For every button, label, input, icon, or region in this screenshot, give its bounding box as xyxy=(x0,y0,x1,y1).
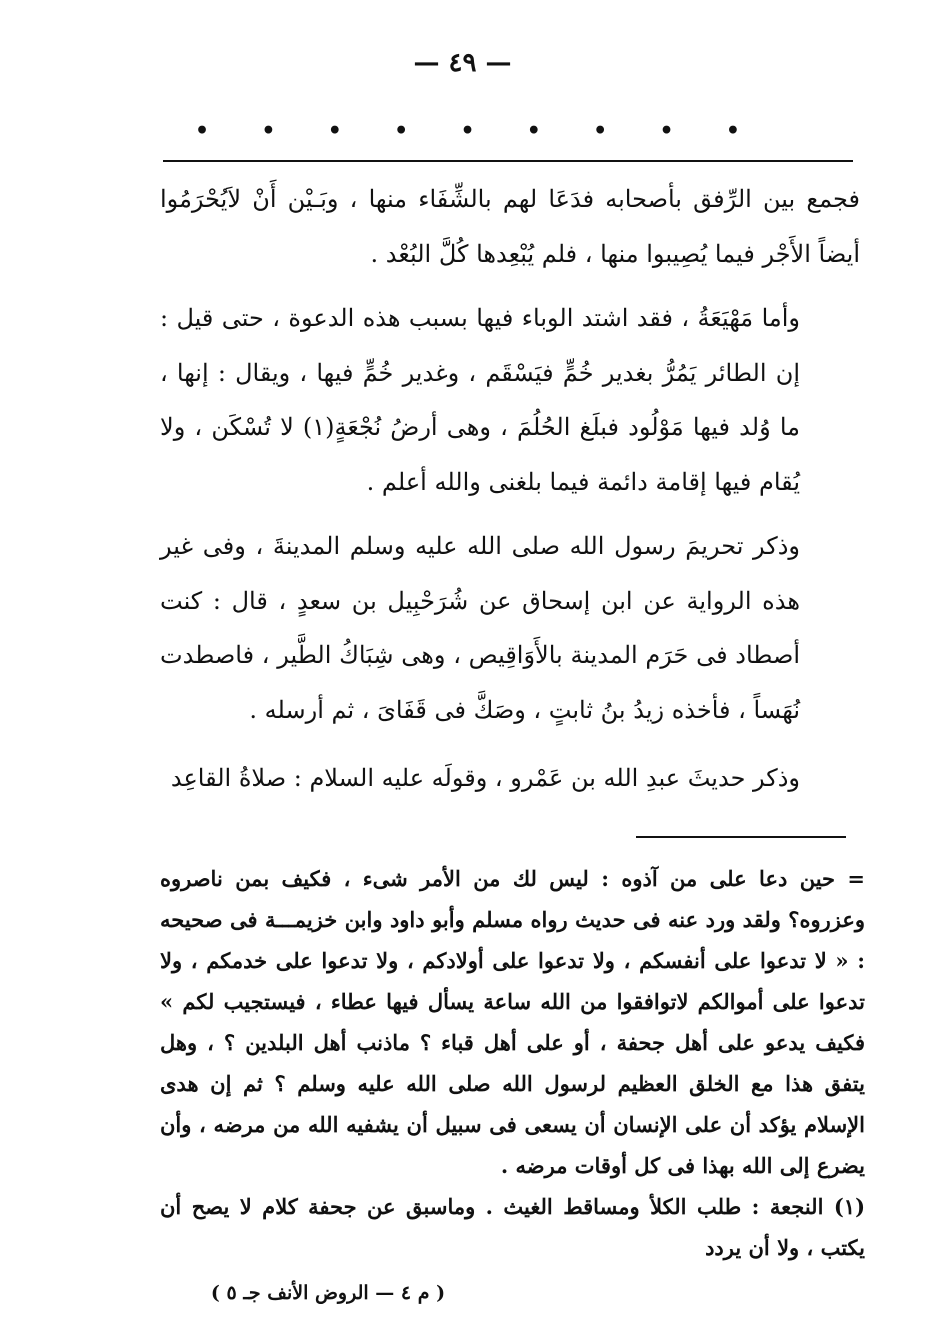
separator-dot: • xyxy=(394,118,409,144)
separator-dots xyxy=(195,118,740,144)
header-rule xyxy=(163,160,853,162)
separator-dot: • xyxy=(593,118,608,144)
paragraph: وذكر تحريمَ رسول الله صلى الله عليه وسلم المدينةَ ، وفى غير هذه الرواية عن ابن إسحاق عن شُرَحْبِيل بن سعدٍ ، قال : كنت أصطاد فى حَرَم المدينة بالأَوَاقِيص ، وهى شِبَاكُ الطَّير ، فاصطدت نُهَساً ، فأخذه زيدُ بنُ ثابتٍ ، وصَكَّ فى قَفَاىَ ، ثم أرسله . xyxy=(160,532,800,724)
separator-dot: • xyxy=(195,118,210,144)
footnotes xyxy=(160,858,865,1268)
footnote-rule xyxy=(636,836,846,838)
footnote-continuation: = حين دعا على من آذوه : ليس لك من الأمر شىء ، فكيف بمن ناصروه وعزروه؟ ولقد ورد عنه فى حديث رواه مسلم وأبو داود وابن خزيمـــة فى صحيحه : « لا تدعوا على أنفسكم ، ولا تدعوا على أولادكم ، ولا تدعوا على خدمكم ، ولا تدعوا على أموالكم لاتوافقوا من الله ساعة يسأل فيها عطاء ، فيستجيب لكم » فكيف يدعو على أهل جحفة ، أو على أهل قباء ؟ ماذنب أهل البلدين ؟ ، وهل يتفق هذا مع الخلق العظيم لرسول الله صلى الله عليه وسلم ؟ ثم إن هدى الإسلام يؤكد أن على الإنسان أن يسعى فى سبيل أن يشفيه الله من مرضه ، وأن يضرع إلى الله بهذا فى كل أوقات مرضه . xyxy=(160,866,865,1178)
paragraph: وأما مَهْيَعَةُ ، فقد اشتد الوباء فيها بسبب هذه الدعوة ، حتى قيل : إن الطائر يَمُرُّ بغدير خُمٍّ فيَسْقَم ، وغدير خُمٍّ فيها ، ويقال : إنها ، ما وُلد فيها مَوْلُود فبلَغ الحُلُمَ ، وهى أرضُ نُجْعَةٍ(١) لا تُسْكَن ، ولا يُقام فيها إقامة دائمة فيما بلغنى والله أعلم . xyxy=(160,304,800,496)
page-footer: ( م ٤ — الروض الأنف جـ ٥ ) xyxy=(210,1282,446,1304)
page-number: — ٤٩ — xyxy=(413,48,512,78)
separator-dot: • xyxy=(526,118,541,144)
paragraph: فجمع بين الرِّفق بأصحابه فدَعَا لهم بالشِّفَاء منها ، وبَـيْن أَنْ لاَيُحْرَمُوا أيضاً الأَجْر فيما يُصِيبوا منها ، فلم يُبْعِدها كُلَّ البُعْد . xyxy=(160,185,860,268)
paragraph: وذكر حديثَ عبدِ الله بن عَمْرو ، وقولَه عليه السلام : صلاةُ القاعِد xyxy=(170,764,800,792)
separator-dot: • xyxy=(261,118,276,144)
separator-dot: • xyxy=(327,118,342,144)
separator-dot: • xyxy=(659,118,674,144)
main-body-text xyxy=(160,172,860,806)
separator-dot: • xyxy=(725,118,740,144)
footnote-1: (١) النجعة : طلب الكلأ ومساقط الغيث . وماسبق عن جحفة كلام لا يصح أن يكتب ، ولا أن يردد xyxy=(160,1194,865,1260)
separator-dot: • xyxy=(460,118,475,144)
